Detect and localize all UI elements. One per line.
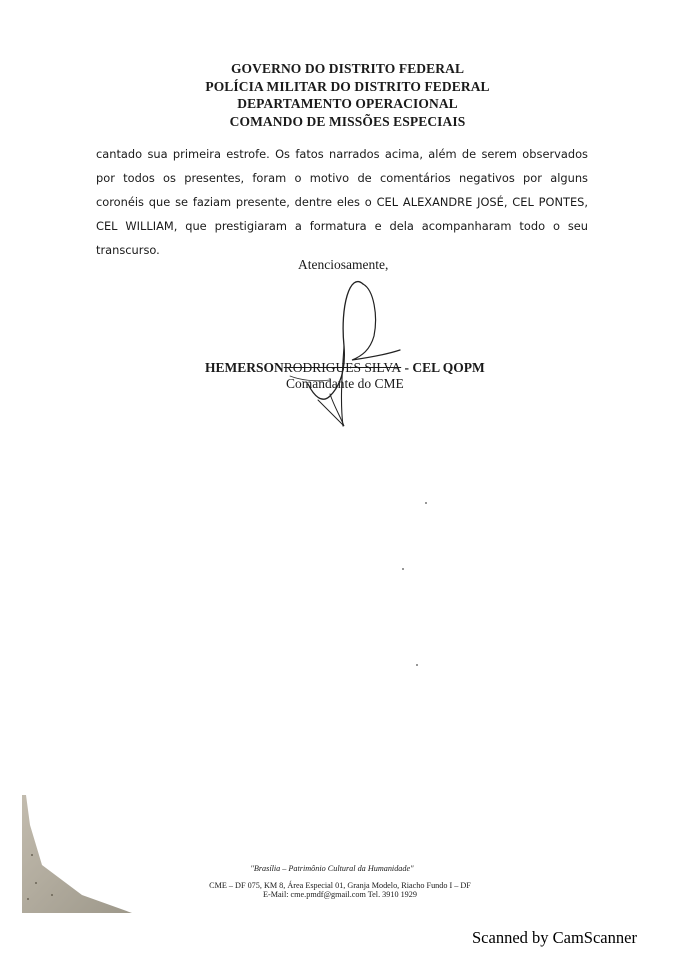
scan-speck [402,568,404,570]
scan-speck [425,502,427,504]
letterhead-line-department: DEPARTAMENTO OPERACIONAL [237,96,458,111]
signatory-rank: - CEL QOPM [401,360,485,375]
letterhead-line-police: POLÍCIA MILITAR DO DISTRITO FEDERAL [205,78,490,94]
scan-edge-shadow [22,795,132,913]
letterhead-line-command: COMANDO DE MISSÕES ESPECIAIS [229,113,466,129]
footer-motto: "Brasília – Patrimônio Cultural da Humanidade" [250,864,414,873]
signatory-name [205,360,485,376]
footer-contact: E-Mail: cme.pmdf@gmail.com Tel. 3910 1929 [263,890,417,899]
closing-salutation: Atenciosamente, [298,257,389,272]
scan-speck [416,664,418,666]
signatory-first-name: HEMERSON [205,360,284,375]
signatory-struck-surname: RODRIGUES SILVA [283,360,402,375]
body-paragraph: cantado sua primeira estrofe. Os fatos narrados acima, além de serem observados por todos os presentes, foram o motivo de comentários negativos por alguns coronéis que se faziam presente, dentre eles o CEL ALEXANDRE JOSÉ, CEL PONTES, CEL WILLIAM, que prestigiaram a formatura e dela acompanharam todo o seu transcurso. [96,147,588,257]
handwritten-signature [270,276,420,436]
letterhead-line-government: GOVERNO DO DISTRITO FEDERAL [230,61,465,76]
letterhead [0,60,675,130]
camscanner-watermark: Scanned by CamScanner [472,928,637,947]
letter-footer [190,864,490,900]
footer-address: CME – DF 075, KM 8, Área Especial 01, Granja Modelo, Riacho Fundo I – DF [209,880,471,890]
signatory-role: Comandante do CME [286,376,404,391]
